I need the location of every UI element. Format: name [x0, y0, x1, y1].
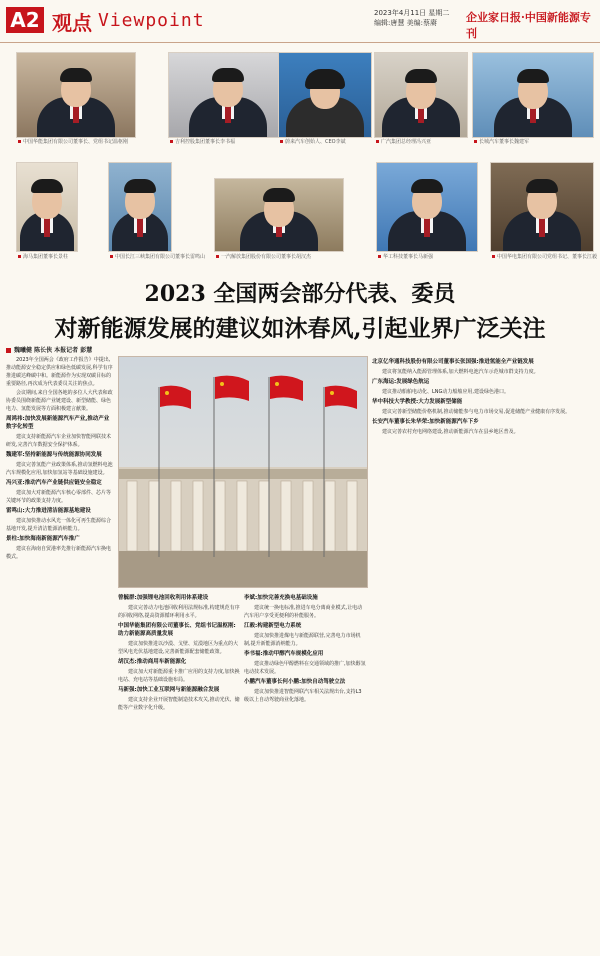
paragraph: 建议将氢能纳入能源管理体系,加大燃料电池汽车示范城市群支持力度。 — [382, 369, 539, 375]
byline-marker-icon — [6, 348, 11, 353]
section-heading: 华中科技大学教授:大力发展新型储能 — [372, 399, 463, 405]
section-heading: 李书福:推动甲醇汽车规模化应用 — [244, 651, 324, 657]
paragraph: 建议完善新型储能价格机制,推动储能参与电力市场交易,促进储能产业健康有序发展。 — [382, 409, 571, 415]
section-heading: 中国华能集团有限公司董事长、党组书记温枢刚:助力新能源高质量发展 — [118, 623, 236, 637]
paragraph: 建议加快推进智能网联汽车相关法规出台,支持L3级以上自动驾驶商业化落地。 — [244, 689, 362, 703]
portrait-photo — [214, 178, 344, 252]
portrait-photo — [16, 52, 136, 138]
section-heading: 小鹏汽车董事长何小鹏:加快自动驾驶立法 — [244, 679, 346, 685]
section-heading: 雷鸣山:大力推进清洁能源基地建设 — [6, 508, 91, 514]
portrait-photo — [108, 162, 172, 252]
paragraph: 建议加快推进以沙漠、戈壁、荒漠地区为重点的大型风电光伏基地建设,完善新能源配套储能政策。 — [118, 641, 239, 655]
article-column-4 — [372, 356, 594, 952]
column-title: 观点 — [52, 11, 92, 35]
paragraph: 建议完善动力电池回收利用法规标准,构建规范有序的回收网络,提高资源循环利用水平。 — [118, 605, 240, 619]
photo-caption: 海马集团董事长景柱 — [18, 253, 68, 260]
paragraph: 会议期间,来自全国各地的多位人大代表和政协委员围绕新能源产业链建设、新型储能、绿色电力、氢能发展等方面积极建言献策。 — [6, 390, 113, 412]
paragraph: 建议加大对新能源重卡推广应用的支持力度,加快换电站、充电站等基础设施布局。 — [118, 669, 240, 683]
photo-caption: 一汽解放集团股份有限公司董事长胡汉杰 — [216, 253, 311, 260]
column-title-en: Viewpoint — [98, 10, 205, 31]
page-number-tag: A2 — [6, 7, 44, 33]
portrait-photo — [376, 162, 478, 252]
photo-caption: 中国华电集团有限公司党组书记、董事长江毅 — [492, 253, 597, 260]
section-heading: 广东海运:发展绿色航运 — [372, 379, 430, 385]
paragraph: 建议加大对新能源汽车核心零部件、芯片等关键环节的政策支持力度。 — [6, 490, 112, 504]
portrait-photo — [490, 162, 594, 252]
section-heading: 魏建军:坚持新能源与传统能源协同发展 — [6, 452, 102, 458]
section-heading: 长安汽车董事长朱华荣:加快新能源汽车下乡 — [372, 419, 479, 425]
section-heading: 周鸿祎:加快发展新能源汽车产业,推动产业数字化转型 — [6, 416, 110, 430]
portrait-photo — [472, 52, 594, 138]
photo-caption: 华工科技董事长马新强 — [378, 253, 433, 260]
paragraph: 建议加快推进煤电与新能源联营,完善电力市场机制,提升新能源消纳能力。 — [244, 633, 361, 647]
photo-caption: 长城汽车董事长魏建军 — [474, 138, 529, 145]
issue-date: 2023年4月11日 星期二 — [374, 9, 450, 17]
section-heading: 李斌:加快完善充换电基础设施 — [244, 595, 318, 601]
newspaper-brand: 企业家日报·中国新能源专刊 — [466, 11, 591, 40]
paragraph: 建议完善农村充电网络建设,推动新能源汽车在县乡地区普及。 — [382, 429, 519, 435]
section-heading: 北京亿华通科技股份有限公司董事长张国强:推进氢能全产业链发展 — [372, 359, 534, 365]
paragraph: 建议完善氢能产业政策体系,推动氢燃料电池汽车规模化应用,加快加氢站等基础设施建设。 — [6, 462, 113, 476]
article-column-3 — [244, 592, 366, 952]
paragraph: 建议加快推动水风光一体化可再生能源综合基地开发,提升清洁能源消纳能力。 — [6, 518, 112, 532]
article-column-2 — [118, 592, 240, 952]
paragraph: 建议统一换电标准,推进车电分离商业模式,让电动汽车用户享受更便利的补能服务。 — [244, 605, 363, 619]
great-hall-illustration — [119, 357, 367, 587]
portrait-photo — [168, 52, 288, 138]
editor-credits: 编辑:唐慧 美编:蔡赓 — [374, 19, 437, 27]
portrait-photo — [374, 52, 468, 138]
portrait-photo — [16, 162, 78, 252]
paragraph: 建议推动船舶电动化、LNG动力船舶应用,建设绿色港口。 — [382, 389, 509, 395]
photo-caption: 中国长江三峡集团有限公司董事长雷鸣山 — [110, 253, 205, 260]
hero-photo-great-hall — [118, 356, 368, 588]
portrait-photo — [278, 52, 372, 138]
section-heading: 景柱:加快海南新能源汽车推广 — [6, 536, 80, 542]
photo-caption: 吉利控股集团董事长李书福 — [170, 138, 235, 145]
photo-caption: 中国华能集团有限公司董事长、党组书记温枢刚 — [18, 138, 128, 145]
paragraph: 2023年全国两会《政府工作报告》中提出,推动能源安全稳定供应和绿色低碳发展,科学有序推进碳达峰碳中和。新能源作为实现双碳目标的重要路径,再次成为代表委员关注的焦点。 — [6, 357, 113, 387]
headline-line-1: 2023 全国两会部分代表、委员 — [144, 281, 456, 307]
section-heading: 江毅:构建新型电力系统 — [244, 623, 302, 629]
section-heading: 胡汉杰:推动商用车新能源化 — [118, 659, 187, 665]
paragraph: 建议支持新能源汽车企业加快智能网联技术研发,完善汽车数据安全保护体系。 — [6, 434, 112, 448]
section-heading: 冯兴亚:推动汽车产业链供应链安全稳定 — [6, 480, 102, 486]
paragraph: 建议推动绿色甲醇燃料在交通领域的推广,加快醇氢电动技术发展。 — [244, 661, 366, 675]
headline-line-2: 对新能源发展的建议如沐春风,引起业界广泛关注 — [54, 315, 546, 342]
section-heading: 曾毓群:加强锂电池回收利用体系建设 — [118, 595, 209, 601]
photo-caption: 广汽集团总经理冯兴亚 — [376, 138, 431, 145]
paragraph: 建议支持企业开展智能制造技术攻关,推动光伏、储能等产业数字化升级。 — [118, 697, 240, 711]
section-heading: 马新强:加快工业互联网与新能源融合发展 — [118, 687, 220, 693]
photo-caption: 蔚来汽车创始人、CEO李斌 — [280, 138, 346, 145]
byline: 魏曦健 陈长侠 本报记者 彭慧 — [6, 345, 92, 354]
page-header — [0, 0, 600, 43]
article-column-1 — [6, 356, 114, 952]
paragraph: 建议在海南自贸港率先推行新能源汽车换电模式。 — [6, 546, 112, 560]
